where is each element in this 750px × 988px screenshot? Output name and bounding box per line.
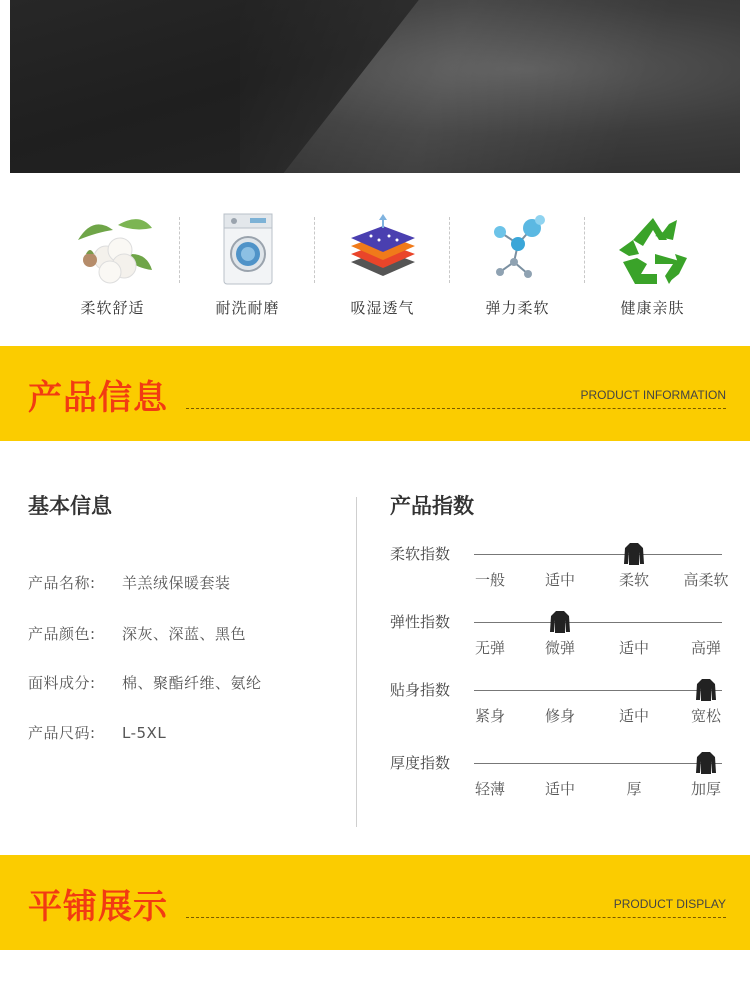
feature-item (585, 205, 720, 325)
banner-title: 平铺展示 (28, 887, 168, 927)
feature-list (45, 205, 720, 325)
sweater-marker-icon (624, 542, 644, 566)
product-index-panel (390, 490, 740, 798)
index-level-label: 柔软 (618, 571, 650, 589)
sweater-marker-icon (550, 610, 570, 634)
index-level-label: 紧身 (474, 707, 506, 725)
info-value: 深灰、深蓝、黑色 (122, 625, 247, 643)
index-level-label: 宽松 (690, 707, 722, 725)
basic-info-heading: 基本信息 (28, 494, 112, 518)
index-level-label: 修身 (544, 707, 576, 725)
index-track (474, 763, 722, 764)
washing-machine-icon (218, 210, 278, 290)
index-name: 柔软指数 (390, 545, 451, 563)
feature-label: 柔软舒适 (80, 299, 145, 317)
index-track (474, 690, 722, 691)
index-level-label: 适中 (618, 639, 650, 657)
index-level-label: 微弹 (544, 639, 576, 657)
info-row (28, 623, 246, 644)
info-key: 产品尺码: (28, 724, 96, 742)
index-name: 弹性指数 (390, 613, 451, 631)
info-value: 羊羔绒保暖套装 (122, 574, 231, 592)
banner-title: 产品信息 (28, 378, 168, 418)
info-row (28, 572, 231, 593)
index-track (474, 622, 722, 623)
product-index-heading: 产品指数 (390, 494, 474, 518)
info-divider (356, 497, 357, 827)
info-key: 面料成分: (28, 674, 96, 692)
basic-info-panel (28, 490, 348, 742)
index-name: 厚度指数 (390, 754, 451, 772)
info-row (28, 672, 262, 693)
feature-label: 弹力柔软 (485, 299, 550, 317)
banner-dashed-line (186, 408, 726, 409)
index-level-label: 一般 (474, 571, 506, 589)
index-level-label: 加厚 (690, 780, 722, 798)
fabric-sheen (240, 0, 740, 173)
info-value: 棉、聚酯纤维、氨纶 (122, 674, 262, 692)
sweater-marker-icon (696, 678, 716, 702)
index-row (390, 679, 740, 739)
index-level-label: 厚 (626, 780, 642, 798)
index-row (390, 543, 740, 603)
feature-label: 吸湿透气 (350, 299, 415, 317)
feature-item (450, 205, 585, 325)
index-level-label: 适中 (544, 571, 576, 589)
recycle-icon (613, 210, 693, 290)
product-display-banner (0, 855, 750, 950)
index-row (390, 611, 740, 671)
info-key: 产品颜色: (28, 625, 96, 643)
index-level-label: 无弹 (474, 639, 506, 657)
molecule-icon (478, 210, 558, 290)
info-key: 产品名称: (28, 574, 96, 592)
sweater-marker-icon (696, 751, 716, 775)
banner-subtitle: PRODUCT INFORMATION (580, 388, 726, 402)
banner-subtitle: PRODUCT DISPLAY (613, 897, 726, 911)
index-level-label: 高弹 (690, 639, 722, 657)
index-name: 贴身指数 (390, 681, 451, 699)
feature-label: 健康亲肤 (620, 299, 685, 317)
info-value: L-5XL (122, 724, 167, 742)
cotton-icon (68, 210, 158, 290)
index-level-label: 轻薄 (474, 780, 506, 798)
fabric-layers-icon (343, 210, 423, 290)
feature-item (45, 205, 180, 325)
fabric-photo (10, 0, 740, 173)
index-level-label: 高柔软 (683, 571, 729, 589)
index-row (390, 752, 740, 812)
info-row (28, 722, 166, 743)
index-track (474, 554, 722, 555)
product-info-banner (0, 346, 750, 441)
index-level-label: 适中 (618, 707, 650, 725)
feature-item (315, 205, 450, 325)
feature-item (180, 205, 315, 325)
feature-label: 耐洗耐磨 (215, 299, 280, 317)
banner-dashed-line (186, 917, 726, 918)
index-level-label: 适中 (544, 780, 576, 798)
